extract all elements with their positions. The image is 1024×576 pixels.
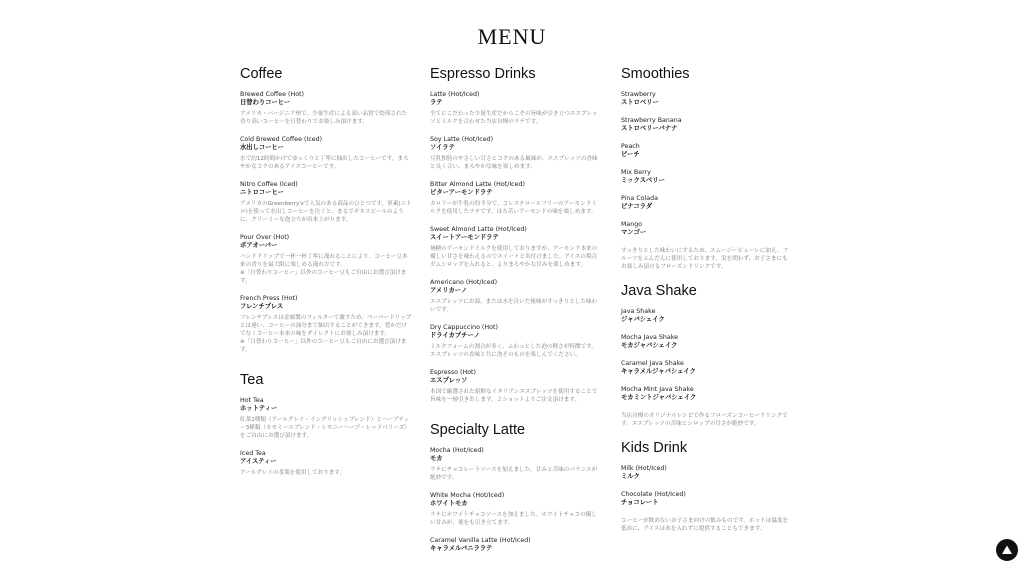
item-name-en: Americano (Hot/Iced)	[430, 279, 498, 286]
item-name-jp: フレンチプレス	[240, 303, 284, 310]
item-name-en: French Press (Hot)	[240, 295, 298, 302]
item-name-en: Hot Tea	[240, 397, 264, 404]
menu-item	[621, 334, 793, 350]
menu-item	[621, 117, 793, 133]
section-title: Coffee	[240, 66, 283, 82]
item-name-en: Mix Berry	[621, 169, 651, 176]
item-name-en: Pina Colada	[621, 195, 658, 202]
item-name-jp: チョコレート	[621, 499, 659, 506]
menu-item	[621, 465, 793, 481]
menu-section	[430, 422, 602, 571]
section-note: すっきりとした味わいにするため、スムージーピューレに加え、フルーツをふんだんに使用しております。実を問わず、お子さまにもお楽しみ頂けるフローズンドリンクです。	[621, 248, 789, 270]
menu-item	[621, 308, 793, 324]
menu-item	[240, 181, 412, 224]
item-name-en: Iced Tea	[240, 450, 266, 457]
menu-item	[240, 234, 412, 285]
item-name-jp: ニトロコーヒー	[240, 189, 284, 196]
item-name-jp: アイスティー	[240, 458, 277, 465]
item-name-en: Chocolate (Hot/Iced)	[621, 491, 686, 498]
section-gap	[240, 364, 412, 372]
item-name-en: Pour Over (Hot)	[240, 234, 290, 241]
section-note: コーヒーが飲めないお子さま向けの飲みものです。ホットは温度を低めに、アイスは氷を入れずに提供することもできます。	[621, 518, 789, 532]
menu-item	[430, 279, 602, 314]
menu-item	[621, 360, 793, 376]
section-gap	[430, 563, 602, 571]
item-name-jp: ジャバシェイク	[621, 316, 665, 323]
menu-item	[430, 136, 602, 171]
item-description: 豆乳独特のやさしい甘さとコクのある風味が、エスプレッソの香味と良く合い、まろやかな味を楽しめます。	[430, 156, 598, 170]
section-note: 当店自慢のオリジナルレシピで作るフローズンコーヒードリンクです。エスプレッソの苦味とシロップの甘さが絶妙です。	[621, 413, 788, 427]
item-name-en: Strawberry Banana	[621, 117, 682, 124]
item-description: アメリカのGreenberry'sで人気のある商品のひとつです。窒素(ニトロ)を使って水出しコーヒーを注ぐと、まるでギネスビールのように、クリーミーな泡立ちが出来上がります。	[240, 201, 412, 223]
menu-item	[240, 450, 412, 477]
menu-item	[621, 91, 793, 107]
section-gap	[430, 414, 602, 422]
item-description: 全てにこだわった少量生産だからこその旨味が引き立つエスプレッソとミルクを合わせた当店自慢のラテです。	[430, 111, 598, 125]
item-name-jp: スイートアーモンドラテ	[430, 234, 499, 241]
menu-item	[621, 143, 793, 159]
menu-column-3	[621, 66, 793, 545]
scroll-top-button[interactable]	[996, 539, 1018, 561]
item-name-en: Milk (Hot/Iced)	[621, 465, 667, 472]
item-description: アールグレイの茶葉を使用しております。	[240, 470, 346, 476]
item-description: フレンチプレスは金属製のフィルターで濾すため、ペーパードリップとは違い、コーヒーの油分まで抽出することができます。豊かだけでなくコーヒー本来の味をダイレクトにお楽しみ頂けます。 ※「日替わりコーヒー」以外のコーヒー豆もご自由にお選び頂けます。	[240, 315, 412, 353]
item-name-en: Caramel Vanilla Latte (Hot/Iced)	[430, 537, 531, 544]
menu-item	[430, 447, 602, 482]
item-name-jp: ミックスベリー	[621, 177, 665, 184]
page-title: MENU	[477, 24, 547, 49]
item-description: ラテにホワイトチョコソースを加えました。ホワイトチョコの優しい甘みが、後をも引き立てます。	[430, 512, 597, 526]
item-description: アメリカ・バージニア州で、少量生産による高い品質で焙煎された香り高いコーヒーを日替わりでお楽しみ頂けます。	[240, 111, 408, 125]
section-title: Java Shake	[621, 283, 697, 299]
section-title: Tea	[240, 372, 264, 388]
item-name-jp: ホワイトモカ	[430, 500, 468, 507]
item-name-en: Dry Cappuccino (Hot)	[430, 324, 498, 331]
item-name-en: Mocha (Hot/Iced)	[430, 447, 484, 454]
item-name-jp: ミルク	[621, 473, 640, 480]
item-name-en: Mocha Java Shake	[621, 334, 679, 341]
menu-item	[621, 221, 793, 237]
item-name-en: Espresso (Hot)	[430, 369, 476, 376]
menu-item	[240, 397, 412, 440]
menu-section	[621, 440, 793, 533]
item-name-jp: キャラメルバニララテ	[430, 545, 493, 552]
menu-item	[240, 295, 412, 354]
item-name-en: Peach	[621, 143, 640, 150]
item-name-en: Soy Latte (Hot/Iced)	[430, 136, 494, 143]
section-title: Espresso Drinks	[430, 66, 536, 82]
item-name-en: Bitter Almond Latte (Hot/Iced)	[430, 181, 525, 188]
item-name-jp: ポアオーバー	[240, 242, 278, 249]
item-name-en: Sweet Almond Latte (Hot/Iced)	[430, 226, 527, 233]
item-description: ハンドドリップで一杯一杯丁寧に淹れることにより、コーヒー豆本来の香りを最大限に楽しめる淹れ方です。 ※「日替わりコーヒー」以外のコーヒー豆もご自由にお選び頂けます。	[240, 254, 408, 284]
menu-item	[621, 195, 793, 211]
item-name-en: Caramel Java Shake	[621, 360, 684, 367]
item-name-jp: キャラメルジャバシェイク	[621, 368, 696, 375]
item-name-en: Nitro Coffee (Iced)	[240, 181, 298, 188]
arrow-up-icon	[1001, 544, 1013, 556]
menu-section	[430, 66, 602, 422]
item-description: カロリーが牛乳の約半分で、コレステロールフリーのアーモンドミルクを使用したラテです。ほろ苦いアーモンドの味を楽しめます。	[430, 201, 597, 215]
section-gap	[240, 487, 412, 495]
menu-item	[430, 181, 602, 216]
menu-section	[621, 66, 793, 271]
menu-item	[621, 386, 793, 402]
menu-section	[240, 372, 412, 495]
item-name-en: Latte (Hot/Iced)	[430, 91, 480, 98]
item-description: ラテにチョコレートソースを加えました。甘みと苦味のバランスが絶妙です。	[430, 467, 598, 481]
item-name-jp: アメリカーノ	[430, 287, 468, 294]
item-name-jp: マンゴー	[621, 229, 647, 236]
menu-item	[621, 169, 793, 185]
item-name-jp: ホットティー	[240, 405, 278, 412]
menu-item	[240, 91, 412, 126]
item-name-jp: 日替わりコーヒー	[240, 99, 291, 106]
menu-column-2	[430, 66, 602, 571]
section-title: Smoothies	[621, 66, 690, 82]
item-name-jp: ピナコラダ	[621, 203, 653, 210]
item-name-en: Strawberry	[621, 91, 656, 98]
menu-item	[240, 136, 412, 171]
menu-column-1	[240, 66, 412, 495]
menu-item	[430, 537, 602, 553]
menu-item	[430, 492, 602, 527]
section-title: Specialty Latte	[430, 422, 526, 438]
menu-section	[240, 66, 412, 372]
item-name-en: Brewed Coffee (Hot)	[240, 91, 304, 98]
item-name-en: Mocha Mint Java Shake	[621, 386, 694, 393]
item-name-jp: ラテ	[430, 99, 443, 106]
item-name-jp: ビターアーモンドラテ	[430, 189, 493, 196]
item-name-jp: ソイラテ	[430, 144, 455, 151]
menu-item	[430, 226, 602, 269]
item-name-en: Mango	[621, 221, 643, 228]
item-name-en: Java Shake	[621, 308, 656, 315]
item-name-jp: 水出しコーヒー	[240, 144, 284, 151]
item-name-jp: ストロベリー	[621, 99, 659, 106]
item-name-jp: モカミントジャバシェイク	[621, 394, 697, 401]
item-description: 無糖のアーモンドミルクを使用しておりますが、アーモンド本来の優しい甘さを味わえるのでスイートと名付けました。アイスの場合ガムシロップを入れると、よりまろやかな甘みを楽しめます。	[430, 246, 598, 268]
item-name-en: White Mocha (Hot/Iced)	[430, 492, 505, 499]
item-name-jp: エスプレッソ	[430, 377, 468, 384]
menu-item	[430, 91, 602, 126]
item-description: 水で約12時間かけてゆっくりと丁寧に抽出したコーヒーです。まろやかなコクのあるアイスコーヒーです。	[240, 156, 409, 170]
menu-item	[621, 491, 793, 507]
menu-item	[430, 369, 602, 404]
item-name-jp: ストロベリーバナナ	[621, 125, 678, 132]
item-name-jp: ピーチ	[621, 151, 640, 158]
item-name-en: Cold Brewed Coffee (Iced)	[240, 136, 323, 143]
item-description: エスプレッソにお湯、または水を注いだ後味がすっきりとした味わいです。	[430, 299, 598, 313]
item-name-jp: モカジャバシェイク	[621, 342, 678, 349]
menu-section	[621, 283, 793, 428]
item-name-jp: ドライカプチーノ	[430, 332, 480, 339]
section-title: Kids Drink	[621, 440, 688, 456]
menu-item	[430, 324, 602, 359]
item-description: 本国で厳選された新鮮なイタリアンエスプレッソを使用することで旨味を一層引き出します。２ショットよりご注文頂けます。	[430, 389, 598, 403]
item-name-jp: モカ	[430, 455, 443, 462]
item-description: ミルクフォームの割合が多く、ふわっとした泡の軽さが特徴です。エスプレッソの香味と共に泡そのものを楽しんでください。	[430, 344, 597, 358]
item-description: 紅茶2種類（アールグレイ・イングリッシュブレンド）とハーブティー3種類（カモミールブレンド・レモニーハーブ・レッドベリーズ）をご自由にお選び頂けます。	[240, 417, 411, 439]
